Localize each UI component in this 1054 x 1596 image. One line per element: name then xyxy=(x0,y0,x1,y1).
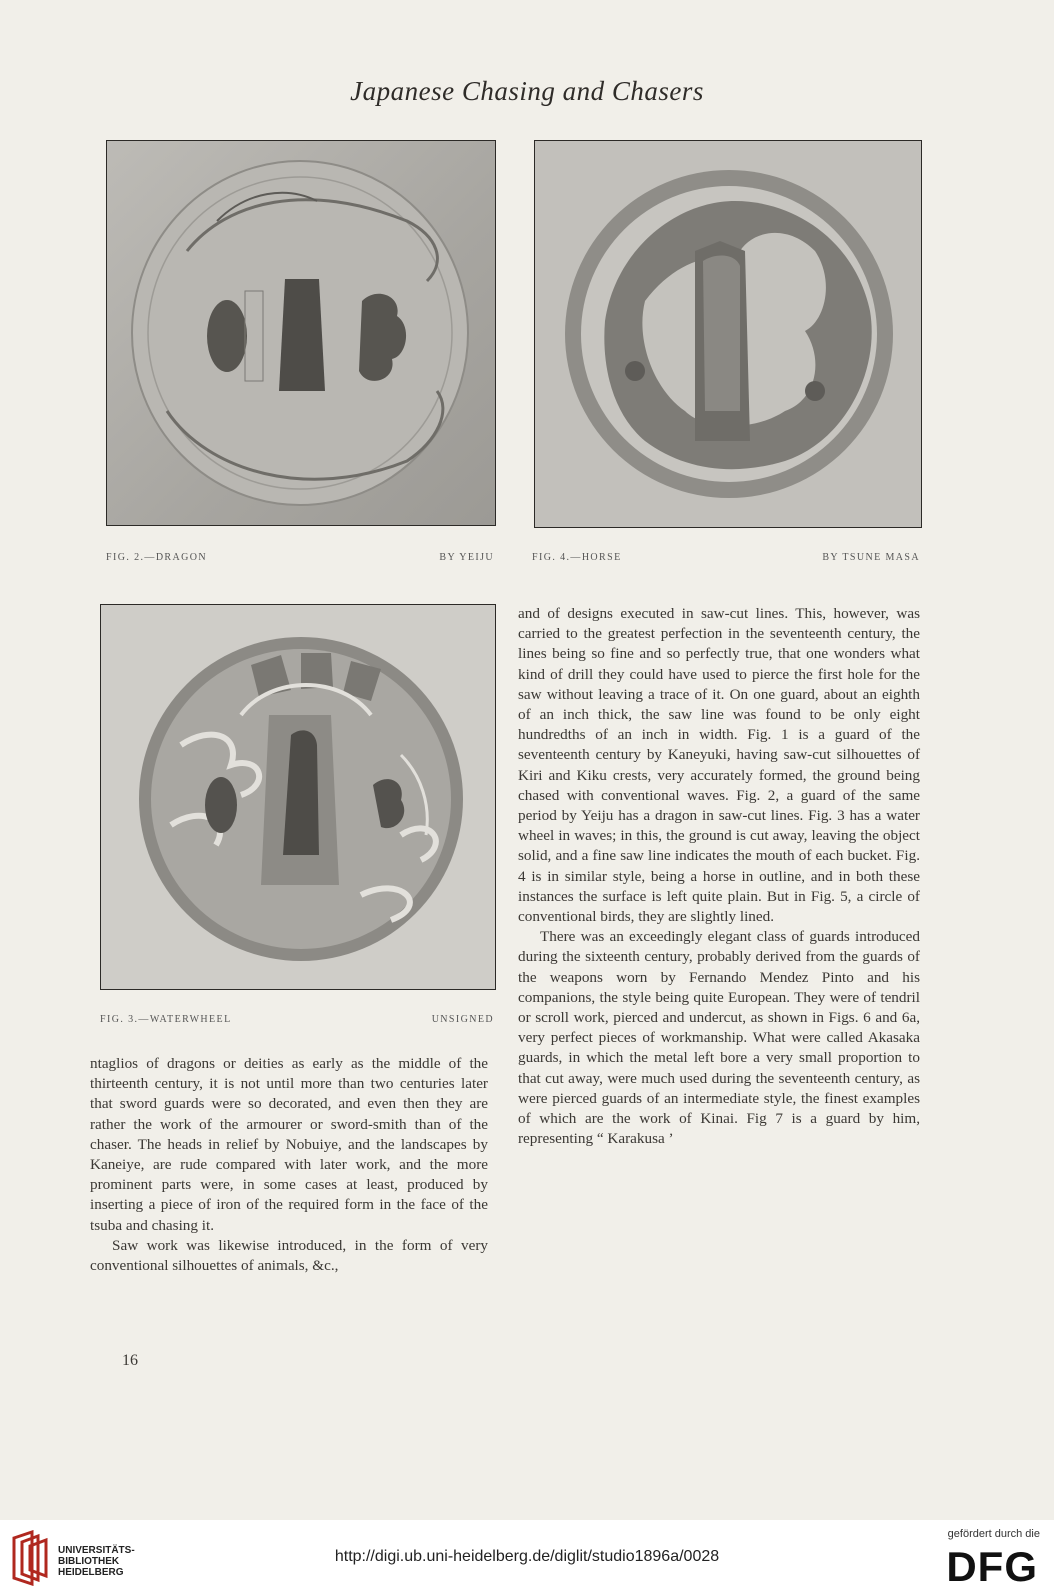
page-number: 16 xyxy=(122,1352,138,1369)
figure-4-horse-plate xyxy=(534,140,922,528)
right-paragraph-2: There was an exceedingly elegant class of guards introduced during the sixteenth century, probably derived from the guards of the weapons worn by Fernando Mendez Pinto and his companions, the style being quite European. They were of tendril or scroll work, pierced and undercut, as shown in Figs. 6 and 6a, very perfect pieces of workmanship. What were called Akasaka guards, in which the metal left bore a very small proportion to that cut away, were much used during the seventeenth century, as were pierced guards of an intermediate style, the finest examples of which are the work of Kinai. Fig 7 is a guard by him, representing “ Karakusa ’ xyxy=(518,928,920,1148)
horse-tsuba-image xyxy=(535,141,921,527)
funder-caption: gefördert durch die xyxy=(947,1528,1040,1540)
figure-2-caption-artist: BY YEIJU xyxy=(439,552,494,563)
library-name-line-3: HEIDELBERG xyxy=(58,1567,124,1578)
left-column-text xyxy=(90,1054,488,1276)
dragon-tsuba-image xyxy=(107,141,495,525)
right-column-text xyxy=(518,604,920,1149)
left-paragraph-1: ntaglios of dragons or deities as early as the middle of the thirteenth century, it is not until more than two centuries later that sword guards were so decorated, and even then they are rather the work of the armourer or sword-smith than of the chaser. The heads in relief by Nobuiye, and the landscapes by Kaneiye, are rude compared with later work, and the more prominent parts were, in some cases at least, produced by inserting a piece of iron of the required form in the face of the tsuba and chasing it. xyxy=(90,1055,488,1234)
source-url-link[interactable]: http://digi.ub.uni-heidelberg.de/diglit/studio1896a/0028 xyxy=(334,1548,720,1565)
dfg-logo: DFG xyxy=(946,1543,1038,1590)
figure-4-caption-artist: BY TSUNE MASA xyxy=(822,552,920,563)
library-name-line-1: UNIVERSITÄTS- xyxy=(58,1545,135,1556)
right-paragraph-1: and of designs executed in saw-cut lines. This, however, was carried to the greatest perfection in the seventeenth century, the lines being so fine and so perfectly true, that one wonders what kind of drill they could have used to pierce the first hole for the saw without leaving a trace of it. On one guard, about an eighth of an inch thick, the saw line was found to be only eight hundredths of an inch in width. Fig. 1 is a guard of the seventeenth century by Kaneyuki, having saw-cut silhouettes of Kiri and Kiku crests, very accurately formed, the ground being chased with conventional waves. Fig. 2, a guard of the same period by Yeiju has a dragon in saw-cut lines. Fig. 3 has a water wheel in waves; in this, the ground is cut away, leaving the object solid, and a fine saw line indicates the mouth of each bucket. Fig. 4 is in similar style, being a horse in outline, and in both these instances the surface is left quite plain. But in Fig. 5, a circle of conventional birds, they are slightly lined. xyxy=(518,605,920,926)
figure-3-caption-status: UNSIGNED xyxy=(431,1014,494,1025)
figure-3-caption-title: FIG. 3.—WATERWHEEL xyxy=(100,1014,232,1025)
figure-2-dragon-plate xyxy=(106,140,496,526)
figure-3-waterwheel-plate xyxy=(100,604,496,990)
waterwheel-tsuba-image xyxy=(101,605,495,989)
running-title: Japanese Chasing and Chasers xyxy=(350,76,704,106)
left-paragraph-2: Saw work was likewise introduced, in the form of very conventional silhouettes of animals, &c., xyxy=(90,1236,488,1275)
library-name-line-2: BIBLIOTHEK xyxy=(58,1556,120,1567)
figure-4-caption-title: FIG. 4.—HORSE xyxy=(532,552,622,563)
figure-2-caption-title: FIG. 2.—DRAGON xyxy=(106,552,207,563)
